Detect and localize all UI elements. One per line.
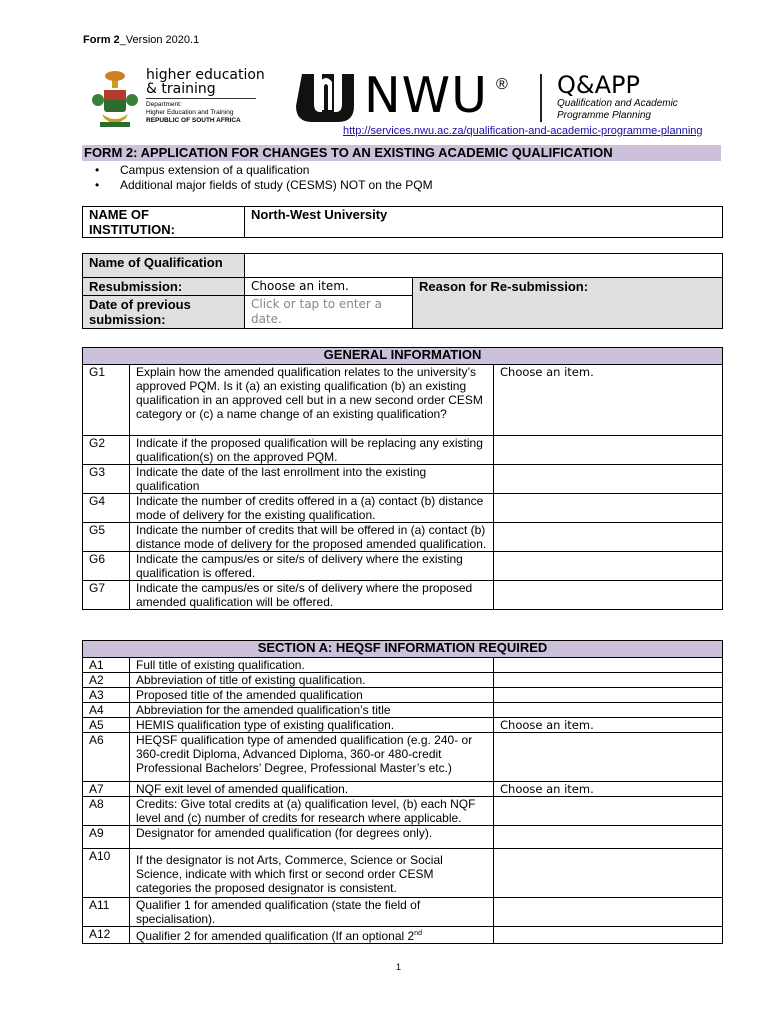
row-description: Credits: Give total credits at (a) qualification level, (b) each NQF level and (c) number of credits for research where applicable. — [130, 797, 494, 826]
table-row — [83, 826, 723, 849]
answer-cell[interactable] — [494, 552, 723, 581]
registered-mark: ® — [496, 76, 508, 93]
heqsf-heading: SECTION A: HEQSF INFORMATION REQUIRED — [83, 641, 723, 658]
row-description: NQF exit level of amended qualification. — [130, 782, 494, 797]
answer-cell[interactable] — [494, 826, 723, 849]
table-row — [83, 365, 723, 436]
dhet-dept-name: Higher Education and Training — [146, 109, 234, 116]
previous-date-label: Date of previous submission: — [83, 296, 245, 329]
dhet-title-line1: higher education — [146, 67, 265, 83]
row-description: Indicate the number of credits that will be offered in (a) contact (b) distance mode of delivery for the proposed amended qualification. — [130, 523, 494, 552]
table-row — [83, 688, 723, 703]
row-number: A9 — [83, 826, 130, 849]
row-number: G2 — [83, 436, 130, 465]
answer-cell[interactable] — [494, 927, 723, 944]
row-number: A11 — [83, 898, 130, 927]
form-title: FORM 2: APPLICATION FOR CHANGES TO AN EXISTING ACADEMIC QUALIFICATION — [82, 145, 721, 161]
nwu-emblem-icon — [296, 68, 356, 124]
answer-cell[interactable] — [494, 436, 723, 465]
qapp-title: Q&APP — [557, 71, 640, 99]
row-number: G1 — [83, 365, 130, 436]
table-row — [83, 465, 723, 494]
qualification-name-input[interactable] — [245, 254, 723, 278]
answer-cell[interactable]: Choose an item. — [494, 365, 723, 436]
form-version: Form 2_Version 2020.1 — [83, 34, 200, 46]
logo-divider — [540, 74, 542, 122]
bullet-list — [95, 163, 433, 193]
table-row — [83, 523, 723, 552]
row-number: G6 — [83, 552, 130, 581]
row-description: Qualifier 1 for amended qualification (state the field of specialisation). — [130, 898, 494, 927]
table-row — [83, 552, 723, 581]
table-row — [83, 782, 723, 797]
answer-cell[interactable] — [494, 465, 723, 494]
table-row — [83, 494, 723, 523]
answer-cell[interactable] — [494, 688, 723, 703]
row-description: Indicate the date of the last enrollment into the existing qualification — [130, 465, 494, 494]
row-description: Qualifier 2 for amended qualification (If an optional 2nd — [130, 927, 494, 944]
table-row — [83, 718, 723, 733]
row-description: Indicate the campus/es or site/s of delivery where the proposed amended qualification will be offered. — [130, 581, 494, 610]
table-row — [83, 581, 723, 610]
resubmission-label: Resubmission: — [83, 278, 245, 296]
institution-table — [82, 206, 723, 238]
list-item: • Campus extension of a qualification — [95, 163, 433, 178]
qualification-name-label: Name of Qualification — [83, 254, 245, 278]
dhet-country: REPUBLIC OF SOUTH AFRICA — [146, 117, 241, 124]
row-number: A3 — [83, 688, 130, 703]
row-number: A5 — [83, 718, 130, 733]
table-row — [83, 898, 723, 927]
answer-cell[interactable] — [494, 898, 723, 927]
table-row — [83, 849, 723, 898]
dhet-dept: Department: — [146, 101, 182, 108]
row-description: Indicate the number of credits offered in a (a) contact (b) distance mode of delivery for the existing qualification. — [130, 494, 494, 523]
row-number: G7 — [83, 581, 130, 610]
row-number: A2 — [83, 673, 130, 688]
row-number: A1 — [83, 658, 130, 673]
dhet-logo — [90, 68, 265, 130]
qapp-logo — [557, 72, 678, 122]
general-info-heading: GENERAL INFORMATION — [83, 348, 723, 365]
row-description: Indicate the campus/es or site/s of delivery where the existing qualification is offered. — [130, 552, 494, 581]
row-description: Explain how the amended qualification relates to the university’s approved PQM. Is it (a) an existing qualification (b) an existing qualification in an approved cell but in a new second order CESM category or (c) a name change of an existing qualification? — [130, 365, 494, 436]
nwu-logo — [296, 68, 546, 124]
answer-cell[interactable] — [494, 581, 723, 610]
row-description: Abbreviation of title of existing qualification. — [130, 673, 494, 688]
row-description: HEMIS qualification type of existing qualification. — [130, 718, 494, 733]
row-number: G3 — [83, 465, 130, 494]
row-number: G4 — [83, 494, 130, 523]
dhet-title-line2: & training — [146, 81, 216, 97]
heqsf-table — [82, 640, 723, 944]
nwu-name: NWU — [364, 67, 488, 124]
institution-value[interactable]: North-West University — [245, 207, 723, 238]
answer-cell[interactable] — [494, 797, 723, 826]
previous-date-picker[interactable]: Click or tap to enter a date. — [245, 296, 413, 329]
answer-cell[interactable] — [494, 703, 723, 718]
row-description: Indicate if the proposed qualification will be replacing any existing qualification(s) on the approved PQM. — [130, 436, 494, 465]
qapp-sub2: Programme Planning — [557, 110, 651, 121]
row-description: Full title of existing qualification. — [130, 658, 494, 673]
row-number: A6 — [83, 733, 130, 782]
resubmission-dropdown[interactable]: Choose an item. — [245, 278, 413, 296]
row-description: Proposed title of the amended qualification — [130, 688, 494, 703]
table-row — [83, 673, 723, 688]
table-row — [83, 658, 723, 673]
answer-cell[interactable] — [494, 523, 723, 552]
row-number: A7 — [83, 782, 130, 797]
row-number: A8 — [83, 797, 130, 826]
general-info-table — [82, 347, 723, 610]
row-description: HEQSF qualification type of amended qualification (e.g. 240- or 360-credit Diploma, Advanced Diploma, 360-or 480-credit Professional Bachelors’ Degree, Professional Master’s etc.) — [130, 733, 494, 782]
qapp-sub1: Qualification and Academic — [557, 98, 678, 109]
answer-cell[interactable] — [494, 673, 723, 688]
row-number: G5 — [83, 523, 130, 552]
reason-label: Reason for Re-submission: — [413, 278, 723, 329]
answer-cell[interactable] — [494, 494, 723, 523]
answer-cell[interactable]: Choose an item. — [494, 782, 723, 797]
table-row — [83, 733, 723, 782]
list-item: • Additional major fields of study (CESMS) NOT on the PQM — [95, 178, 433, 193]
answer-cell[interactable] — [494, 849, 723, 898]
row-number: A4 — [83, 703, 130, 718]
row-description: Abbreviation for the amended qualification’s title — [130, 703, 494, 718]
page-number: 1 — [395, 962, 401, 972]
table-row — [83, 703, 723, 718]
answer-cell[interactable]: Choose an item. — [494, 718, 723, 733]
table-row — [83, 797, 723, 826]
institution-label: NAME OF INSTITUTION: — [83, 207, 245, 238]
row-description: If the designator is not Arts, Commerce, Science or Social Science, indicate with which first or second order CESM categories the proposed designator is consistent. — [130, 849, 494, 898]
row-number: A12 — [83, 927, 130, 944]
answer-cell[interactable] — [494, 658, 723, 673]
row-description: Designator for amended qualification (for degrees only). — [130, 826, 494, 849]
coat-of-arms-icon — [90, 68, 140, 130]
answer-cell[interactable] — [494, 733, 723, 782]
table-row — [83, 927, 723, 944]
row-number: A10 — [83, 849, 130, 898]
qualification-table — [82, 253, 723, 329]
table-row — [83, 436, 723, 465]
qapp-url-link[interactable]: http://services.nwu.ac.za/qualification-and-academic-programme-planning — [343, 125, 703, 137]
